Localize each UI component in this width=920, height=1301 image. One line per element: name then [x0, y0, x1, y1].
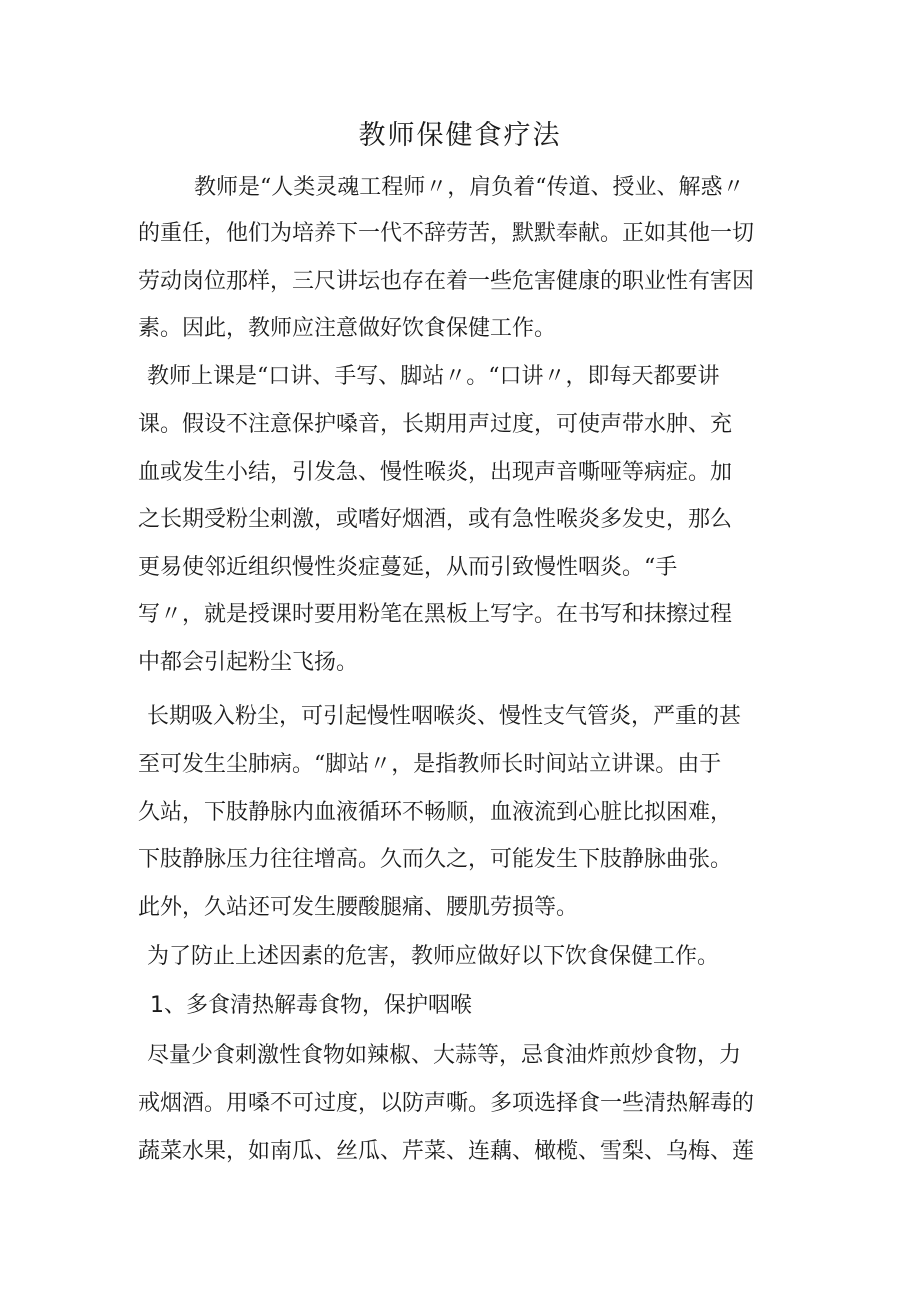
text-line: 尽量少食刺激性食物如辣椒、大蒜等，忌食油炸煎炒食物，力 — [147, 1043, 742, 1068]
text-line: 血或发生小结，引发急、慢性喉炎，出现声音嘶哑等病症。加 — [138, 460, 733, 485]
text-line: 的重任，他们为培养下一代不辞劳苦，默默奉献。正如其他一切 — [138, 221, 755, 246]
text-line: 为了防止上述因素的危害，教师应做好以下饮食保健工作。 — [147, 944, 720, 969]
document-title: 教师保健食疗法 — [358, 120, 562, 151]
text-line: 中都会引起粉尘飞扬。 — [138, 650, 359, 675]
text-line: 教师是“人类灵魂工程师〃，肩负着“传道、授业、解惑〃 — [194, 175, 745, 200]
text-line: 蔬菜水果，如南瓜、丝瓜、芹菜、连藕、橄榄、雪梨、乌梅、莲 — [138, 1139, 755, 1164]
text-line: 此外，久站还可发生腰酸腿痛、腰肌劳损等。 — [138, 895, 579, 920]
text-line: 写〃，就是授课时要用粉笔在黑板上写字。在书写和抹擦过程 — [138, 602, 733, 627]
text-line: 更易使邻近组织慢性炎症蔓延，从而引致慢性咽炎。“手 — [138, 555, 678, 580]
text-line: 至可发生尘肺病。“脚站〃，是指教师长时间站立讲课。由于 — [138, 752, 722, 777]
text-line: 下肢静脉压力往往增高。久而久之，可能发生下肢静脉曲张。 — [138, 847, 733, 872]
text-line: 素。因此，教师应注意做好饮食保健工作。 — [138, 316, 557, 341]
text-line: 长期吸入粉尘，可引起慢性咽喉炎、慢性支气管炎，严重的甚 — [147, 704, 742, 729]
text-line: 戒烟酒。用嗓不可过度，以防声嘶。多项选择食一些清热解毒的 — [138, 1091, 755, 1116]
text-line: 之长期受粉尘刺激，或嗜好烟酒，或有急性喉炎多发史，那么 — [138, 507, 733, 532]
section-heading: 1、多食清热解毒食物，保护咽喉 — [150, 993, 472, 1018]
text-line: 劳动岗位那样，三尺讲坛也存在着一些危害健康的职业性有害因 — [138, 269, 755, 294]
text-line: 教师上课是“口讲、手写、脚站〃。“口讲〃，即每天都要讲 — [147, 364, 720, 389]
text-line: 课。假设不注意保护嗓音，长期用声过度，可使声带水肿、充 — [138, 412, 733, 437]
text-line: 久站，下肢静脉内血液循环不畅顺，血液流到心脏比拟困难， — [138, 800, 733, 825]
